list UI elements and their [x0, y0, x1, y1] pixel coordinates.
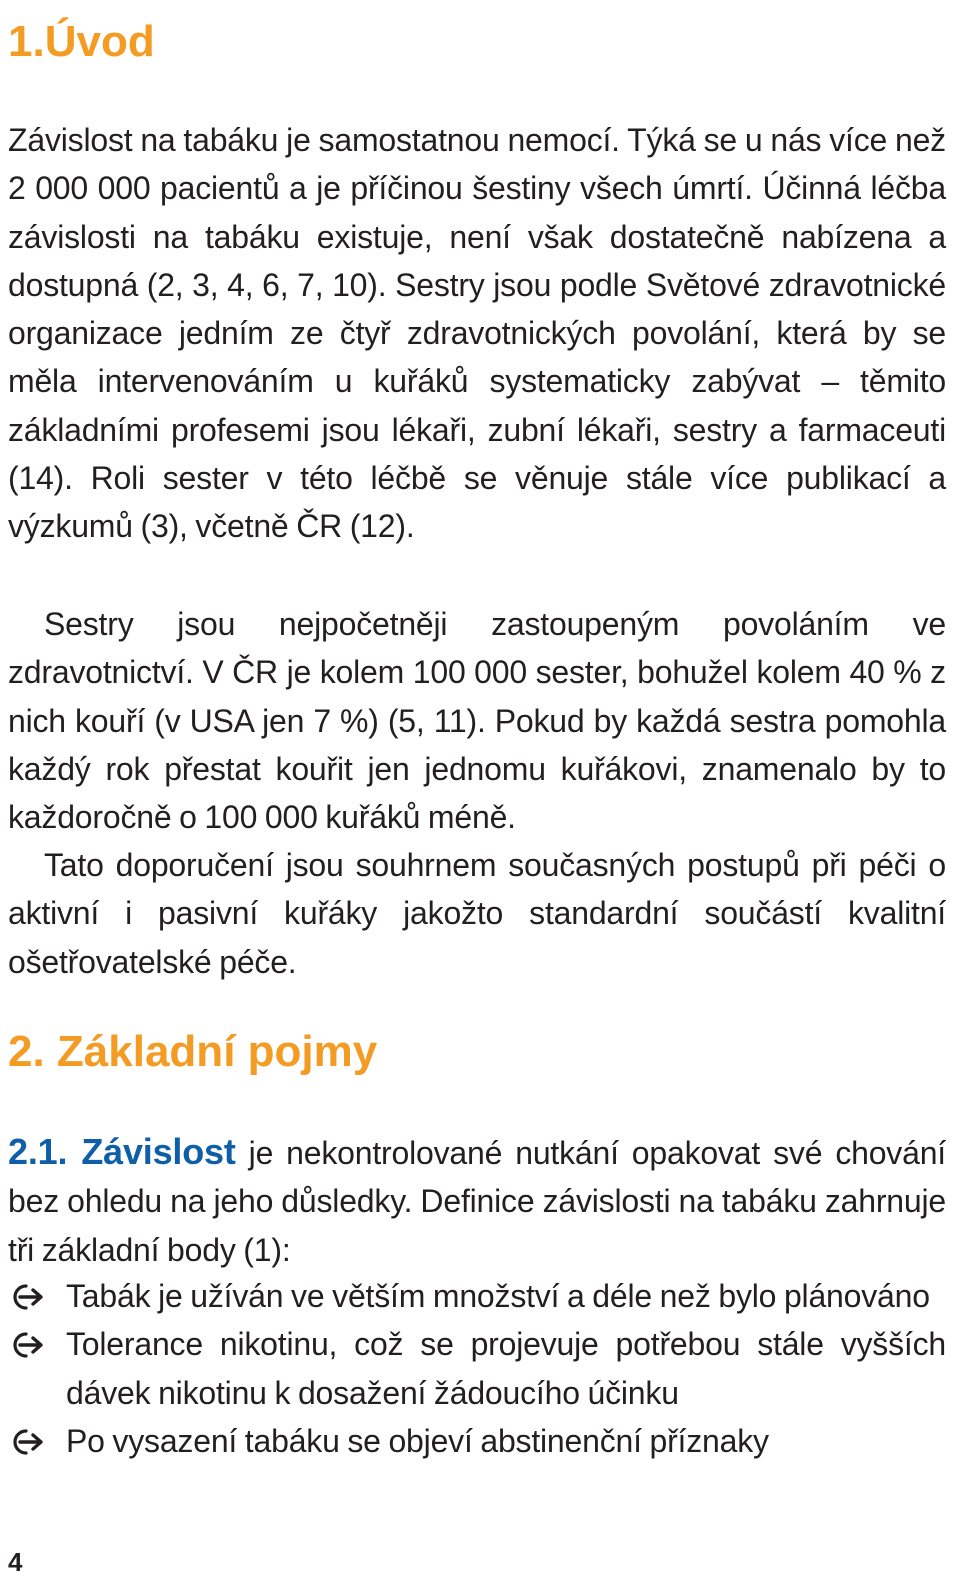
section-heading-intro: 1.Úvod	[8, 17, 155, 66]
definition-term: 2.1. Závislost	[8, 1131, 236, 1172]
definition-paragraph	[8, 1128, 946, 1274]
list-item	[8, 1320, 946, 1417]
definition-criteria-list	[8, 1272, 946, 1465]
intro-paragraph-1: Závislost na tabáku je samostatnou nemocí. Týká se u nás více než 2 000 000 pacientů a je příčinou šestiny všech úmrtí. Účinná léčba závislosti na tabáku existuje, není však dostatečně nabízena a dostupná (2, 3, 4, 6, 7, 10). Sestry jsou podle Světové zdravotnické organizace jedním ze čtyř zdravotnických povolání, která by se měla intervenováním u kuřáků systematicky zabývat – těmito základními profesemi jsou lékaři, zubní lékaři, sestry a farmaceuti (14). Roli sester v této léčbě se věnuje stále více publikací a výzkumů (3), včetně ČR (12).	[8, 122, 946, 545]
definition-text: je nekontrolované nutkání opakovat své chování bez ohledu na jeho důsledky. Definice závislosti na tabáku zahrnuje tři základní body (1):	[8, 1135, 946, 1268]
list-item-text: Po vysazení tabáku se objeví abstinenční příznaky	[66, 1422, 769, 1459]
page-number: 4	[8, 1547, 23, 1577]
arrow-right-circle-icon	[8, 1427, 48, 1457]
arrow-right-circle-icon	[8, 1330, 48, 1360]
list-item	[8, 1417, 946, 1465]
arrow-right-circle-icon	[8, 1282, 48, 1312]
intro-paragraph-2: Sestry jsou nejpočetněji zastoupeným povoláním ve zdravotnictví. V ČR je kolem 100 000 sester, bohužel kolem 40 % z nich kouří (v USA jen 7 %) (5, 11). Pokud by každá sestra pomohla každý rok přestat kouřit jen jednomu kuřákovi, znamenalo by to každoročně o 100 000 kuřáků méně.	[8, 606, 946, 836]
section-heading-basic-terms: 2. Základní pojmy	[8, 1027, 378, 1076]
intro-paragraph-3: Tato doporučení jsou souhrnem současných postupů při péči o aktivní i pasivní kuřáky jakožto standardní součástí kvalitní ošetřovatelské péče.	[8, 847, 946, 980]
list-item	[8, 1272, 946, 1320]
list-item-text: Tabák je užíván ve větším množství a déle než bylo plánováno	[66, 1278, 930, 1314]
list-item-text: Tolerance nikotinu, což se projevuje potřebou stále vyšších dávek nikotinu k dosažení žádoucího účinku	[66, 1326, 946, 1411]
